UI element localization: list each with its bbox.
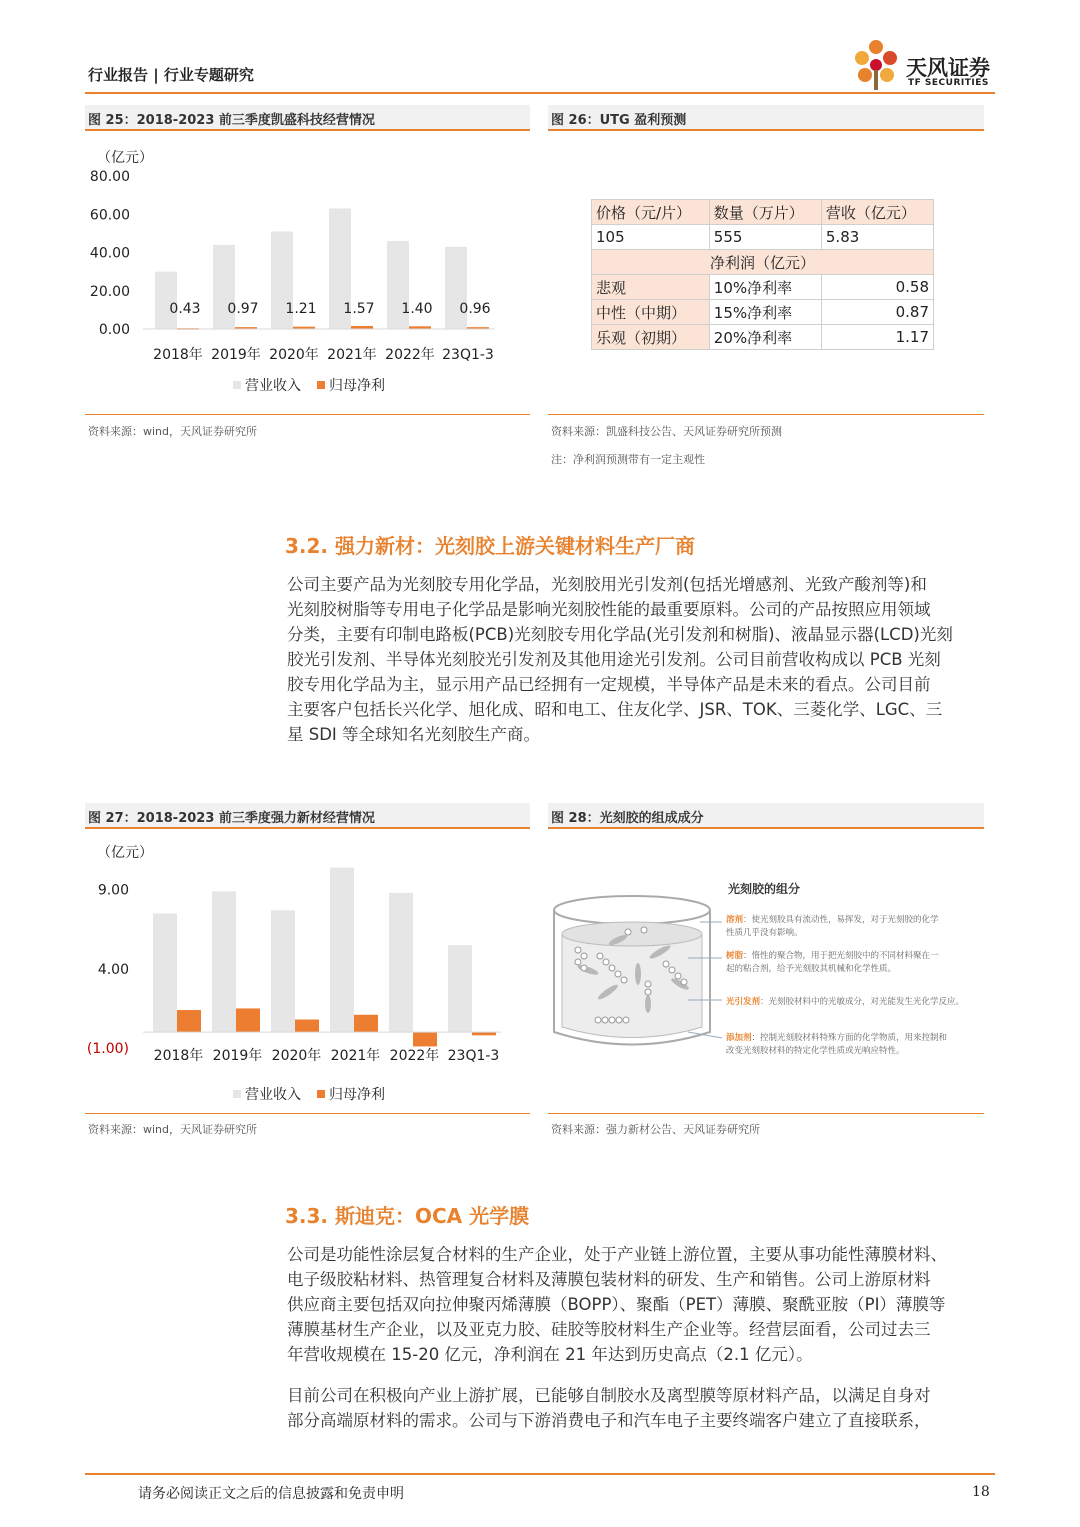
y-tick-label: (1.00) — [86, 1041, 129, 1057]
section-3-3-paragraph-2 — [287, 1383, 993, 1433]
section-3-2-title: 3.2. 强力新材：光刻胶上游关键材料生产厂商 — [285, 534, 695, 558]
component-desc: 控制光刻胶材料特殊方面的化学物质，用来控制和 — [760, 1033, 948, 1043]
component-label: 树脂 — [726, 951, 744, 961]
paragraph-line: 公司是功能性涂层复合材料的生产企业，处于产业链上游位置，主要从事功能性薄膜材料、 — [287, 1245, 947, 1264]
x-tick-label: 2022年 — [385, 347, 435, 363]
y-axis-unit: （亿元） — [97, 150, 153, 166]
legend-revenue: 营业收入 — [245, 1087, 301, 1103]
table-section-netprofit: 净利润（亿元） — [592, 250, 934, 275]
utg-profit-table — [591, 199, 934, 350]
component-desc: 使光刻胶具有流动性，易挥发，对于光刻胶的化学 — [751, 915, 939, 925]
diagram-title: 光刻胶的组分 — [728, 882, 801, 896]
x-tick-label: 2020年 — [269, 347, 319, 363]
table-cell: 20%净利率 — [709, 325, 821, 350]
header-divider — [85, 92, 995, 94]
table-cell: 乐观（初期） — [592, 325, 710, 350]
table-header-price: 价格（元/片） — [592, 200, 710, 225]
net-profit-bar — [177, 1010, 201, 1032]
net-profit-bar — [236, 1008, 260, 1032]
data-label: 0.97 — [227, 301, 259, 317]
component-photoinitiator: 光引发剂：光刻胶材料中的光敏成分，对光能发生光化学反应。 — [726, 997, 965, 1007]
x-tick-label: 2018年 — [153, 1048, 204, 1064]
figure-25-bottom-rule — [85, 414, 530, 415]
y-tick-label: 0.00 — [98, 322, 130, 338]
revenue-bar — [330, 868, 354, 1033]
component-desc: 惰性的聚合物，用于把光刻胶中的不同材料聚在一 — [751, 951, 939, 961]
table-cell: 5.83 — [821, 225, 933, 250]
figure-28-title: 图 28：光刻胶的组成成分 — [551, 811, 704, 826]
logo-subtext: TF SECURITIES — [908, 78, 989, 88]
component-desc: 改变光刻胶材料的特定化学性质或光响应特性。 — [726, 1046, 905, 1056]
page-number: 18 — [972, 1484, 990, 1500]
revenue-bar — [212, 891, 236, 1032]
report-header-title: 行业报告 | 行业专题研究 — [88, 66, 254, 84]
legend-swatch-net-profit — [317, 381, 325, 389]
legend-swatch-revenue — [233, 1090, 241, 1098]
table-cell: 0.58 — [821, 275, 933, 300]
chart-kaisheng — [85, 140, 530, 410]
figure-26-titlebar — [548, 105, 984, 131]
x-tick-label: 23Q1-3 — [442, 347, 494, 363]
figure-27-title: 图 27：2018-2023 前三季度强力新材经营情况 — [88, 811, 375, 826]
component-resin: 树脂：惰性的聚合物，用于把光刻胶中的不同材料聚在一 起的粘合剂，给予光刻胶其机械和化学性质。 — [726, 951, 939, 974]
data-label: 1.21 — [285, 301, 317, 317]
x-tick-label: 2019年 — [211, 347, 261, 363]
component-label: 光引发剂 — [726, 997, 761, 1007]
legend-net-profit: 归母净利 — [329, 1087, 385, 1103]
x-tick-label: 2020年 — [271, 1048, 322, 1064]
component-label: 溶剂 — [726, 915, 744, 925]
table-cell: 105 — [592, 225, 710, 250]
legend-net-profit: 归母净利 — [329, 378, 385, 394]
table-cell: 15%净利率 — [709, 300, 821, 325]
x-tick-label: 2021年 — [327, 347, 377, 363]
paragraph-line: 目前公司在积极向产业上游扩展，已能够自制胶水及离型膜等原材料产品，以满足自身对 — [287, 1386, 931, 1405]
data-label: 1.40 — [401, 301, 433, 317]
logo-text: 天风证券 — [906, 56, 990, 80]
figure-27-source: 资料来源：wind，天风证券研究所 — [88, 1123, 258, 1136]
figure-26-title: 图 26：UTG 盈利预测 — [551, 113, 687, 128]
table-cell: 0.87 — [821, 300, 933, 325]
data-label: 0.43 — [169, 301, 201, 317]
figure-26-note: 注：净利润预测带有一定主观性 — [551, 453, 705, 466]
table-header-qty: 数量（万片） — [709, 200, 821, 225]
paragraph-line: 胶光引发剂、半导体光刻胶光引发剂及其他用途光引发剂。公司目前营收构成以 PCB 光刻 — [287, 650, 941, 669]
table-cell: 10%净利率 — [709, 275, 821, 300]
table-cell: 555 — [709, 225, 821, 250]
paragraph-line: 主要客户包括长兴化学、旭化成、昭和电工、住友化学、JSR、TOK、三菱化学、LGC、三 — [287, 700, 943, 719]
figure-27-bottom-rule — [85, 1113, 530, 1114]
component-solvent: 溶剂：使光刻胶具有流动性，易挥发，对于光刻胶的化学 性质几乎没有影响。 — [726, 915, 939, 938]
figure-27-titlebar — [85, 803, 530, 829]
legend-swatch-net-profit — [317, 1090, 325, 1098]
y-tick-label: 80.00 — [89, 169, 130, 185]
y-tick-label: 4.00 — [97, 961, 129, 978]
table-cell: 悲观 — [592, 275, 710, 300]
section-3-3-paragraph-1 — [287, 1242, 993, 1367]
figure-26-source: 资料来源：凯盛科技公告、天风证券研究所预测 — [551, 425, 782, 438]
y-tick-label: 20.00 — [89, 283, 130, 300]
revenue-bar — [271, 910, 295, 1032]
x-tick-label: 2018年 — [153, 347, 203, 363]
footer-divider — [85, 1473, 995, 1475]
paragraph-line: 星 SDI 等全球知名光刻胶生产商。 — [287, 725, 541, 744]
figure-28-source: 资料来源：强力新材公告、天风证券研究所 — [551, 1123, 760, 1136]
paragraph-line: 年营收规模在 15-20 亿元，净利润在 21 年达到历史高点（2.1 亿元）。 — [287, 1345, 813, 1364]
figure-26-bottom-rule — [548, 414, 984, 415]
figure-28-bottom-rule — [548, 1113, 984, 1114]
paragraph-line: 分类，主要有印制电路板(PCB)光刻胶专用化学品(光引发剂和树脂)、液晶显示器(LCD)光刻 — [287, 625, 953, 644]
tf-logo-icon — [848, 38, 904, 94]
section-3-2-paragraph — [287, 572, 993, 747]
figure-25-source: 资料来源：wind，天风证券研究所 — [88, 425, 258, 438]
footer-disclaimer: 请务必阅读正文之后的信息披露和免责申明 — [138, 1486, 404, 1502]
component-desc: 性质几乎没有影响。 — [726, 928, 803, 938]
photoresist-diagram — [548, 872, 984, 1072]
y-tick-label: 40.00 — [89, 245, 130, 262]
component-desc: 起的粘合剂，给予光刻胶其机械和化学性质。 — [726, 964, 897, 974]
revenue-bar — [389, 893, 413, 1032]
revenue-bar — [448, 945, 472, 1032]
net-profit-bar — [295, 1020, 319, 1033]
paragraph-line: 光刻胶树脂等专用电子化学品是影响光刻胶性能的最重要原料。公司的产品按照应用领域 — [287, 600, 931, 619]
x-tick-label: 2019年 — [212, 1048, 263, 1064]
figure-25-titlebar — [85, 105, 530, 131]
paragraph-line: 电子级胶粘材料、热管理复合材料及薄膜包装材料的研发、生产和销售。公司上游原材料 — [287, 1270, 931, 1289]
component-desc: 光刻胶材料中的光敏成分，对光能发生光化学反应。 — [768, 997, 965, 1007]
legend-revenue: 营业收入 — [245, 378, 301, 394]
revenue-bar — [153, 913, 177, 1032]
component-additive: 添加剂：控制光刻胶材料特殊方面的化学物质，用来控制和 改变光刻胶材料的特定化学性质或光响应特性。 — [726, 1033, 948, 1056]
data-label: 1.57 — [343, 301, 375, 317]
x-tick-label: 23Q1-3 — [447, 1048, 500, 1064]
y-tick-label: 60.00 — [89, 207, 130, 224]
paragraph-line: 部分高端原材料的需求。公司与下游消费电子和汽车电子主要终端客户建立了直接联系， — [287, 1411, 931, 1430]
y-tick-label: 9.00 — [97, 882, 129, 899]
table-cell: 中性（中期） — [592, 300, 710, 325]
component-label: 添加剂 — [726, 1033, 752, 1043]
data-label: 0.96 — [459, 301, 491, 317]
figure-25-title: 图 25：2018-2023 前三季度凯盛科技经营情况 — [88, 113, 375, 128]
figure-28-titlebar — [548, 803, 984, 829]
table-cell: 1.17 — [821, 325, 933, 350]
paragraph-line: 胶专用化学品为主，显示用产品已经拥有一定规模，半导体产品是未来的看点。公司目前 — [287, 675, 931, 694]
x-tick-label: 2021年 — [330, 1048, 381, 1064]
paragraph-line: 供应商主要包括双向拉伸聚丙烯薄膜（BOPP）、聚酯（PET）薄膜、聚酰亚胺（PI）薄膜等 — [287, 1295, 946, 1314]
table-header-revenue: 营收（亿元） — [821, 200, 933, 225]
legend-swatch-revenue — [233, 381, 241, 389]
section-3-3-title: 3.3. 斯迪克：OCA 光学膜 — [285, 1204, 530, 1228]
chart-qiangli — [85, 838, 530, 1110]
paragraph-line: 公司主要产品为光刻胶专用化学品，光刻胶用光引发剂(包括光增感剂、光致产酸剂等)和 — [287, 575, 927, 594]
net-profit-bar — [413, 1032, 437, 1046]
x-tick-label: 2022年 — [389, 1048, 440, 1064]
paragraph-line: 薄膜基材生产企业，以及亚克力胶、硅胶等胶材料生产企业等。经营层面看，公司过去三 — [287, 1320, 931, 1339]
net-profit-bar — [354, 1015, 378, 1032]
y-axis-unit: （亿元） — [97, 845, 153, 861]
